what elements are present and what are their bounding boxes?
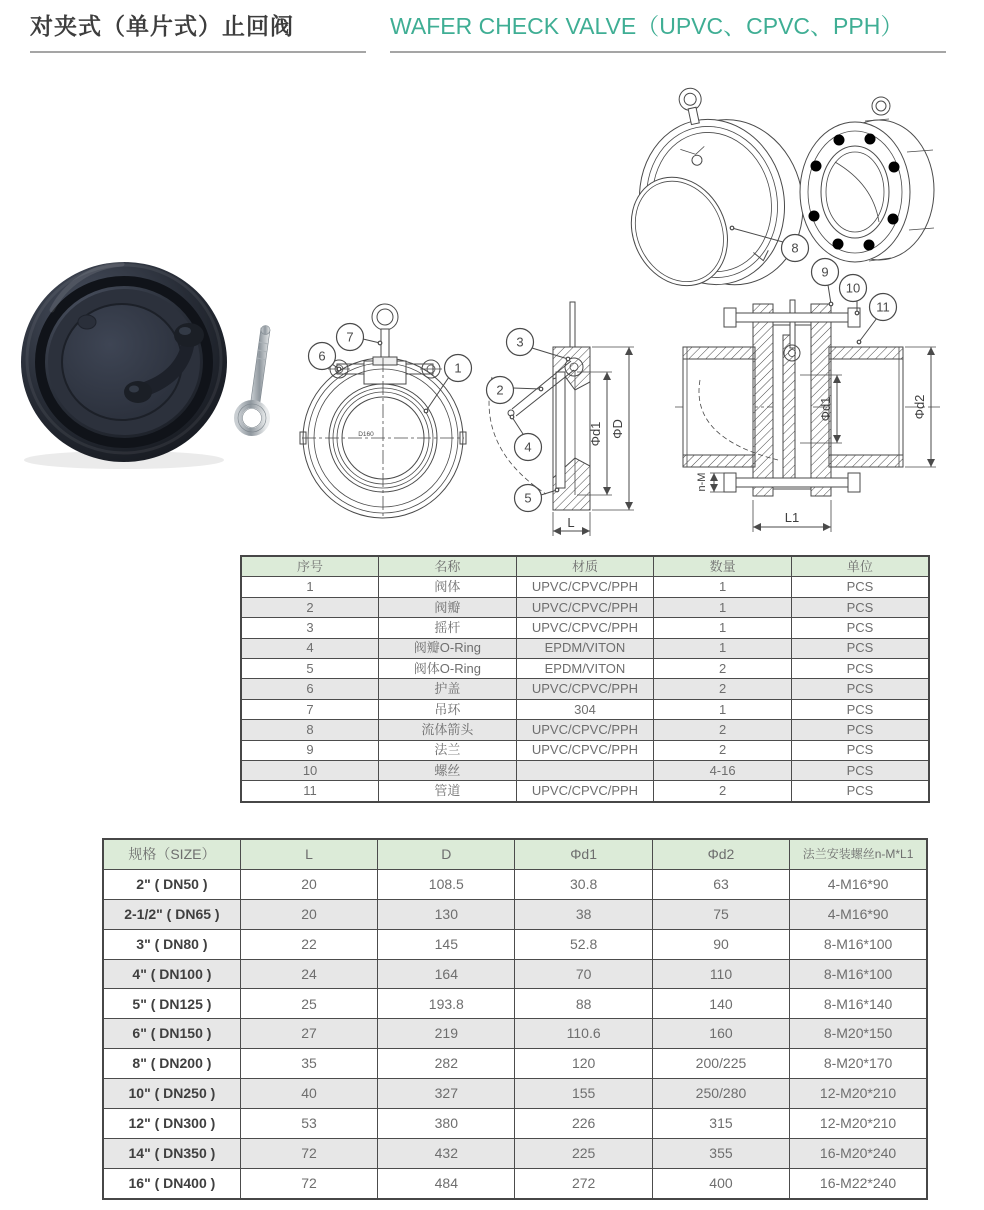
table-cell: 2 [654, 781, 792, 802]
callout-4 [510, 415, 541, 460]
table-cell: 12-M20*210 [790, 1109, 927, 1139]
table-cell: UPVC/CPVC/PPH [516, 597, 654, 617]
table-cell: 164 [378, 959, 515, 989]
column-header: Φd1 [515, 839, 652, 869]
svg-text:6: 6 [318, 348, 326, 364]
table-cell: 226 [515, 1109, 652, 1139]
perspective-open-valve-drawing [594, 80, 818, 308]
table-cell: 7 [241, 699, 379, 719]
table-row [241, 781, 929, 802]
table-cell: 30.8 [515, 869, 652, 899]
table-cell: 8-M16*100 [790, 959, 927, 989]
table-cell: 9 [241, 740, 379, 760]
table-row [241, 679, 929, 699]
table-cell: 400 [652, 1168, 789, 1198]
table-cell: 72 [240, 1168, 377, 1198]
table-cell: 流体箭头 [379, 720, 517, 740]
table-cell: 8 [241, 720, 379, 740]
table-cell: 110.6 [515, 1019, 652, 1049]
table-cell: 225 [515, 1138, 652, 1168]
table-cell: 16-M22*240 [790, 1168, 927, 1198]
callout-11 [857, 294, 896, 344]
table-cell: 53 [240, 1109, 377, 1139]
table-row [103, 929, 927, 959]
table-row [103, 989, 927, 1019]
dim-phid1-installed: Φd1 [818, 396, 833, 422]
table-row [241, 760, 929, 780]
table-cell: 阀体O-Ring [379, 658, 517, 678]
table-cell: 40 [240, 1079, 377, 1109]
table-cell: 螺丝 [379, 760, 517, 780]
table-cell: 摇杆 [379, 618, 517, 638]
table-cell: 327 [378, 1079, 515, 1109]
valve-photo-image [12, 250, 282, 478]
column-header: 法兰安装螺丝n-M*L1 [790, 839, 927, 869]
table-cell: 管道 [379, 781, 517, 802]
table-cell: 304 [516, 699, 654, 719]
table-cell: 20 [240, 899, 377, 929]
table-cell: 8-M20*150 [790, 1019, 927, 1049]
table-cell: 35 [240, 1049, 377, 1079]
table-cell: 2-1/2" ( DN65 ) [103, 899, 240, 929]
table-cell: 法兰 [379, 740, 517, 760]
svg-text:8: 8 [791, 240, 799, 256]
column-header: L [240, 839, 377, 869]
table-cell: 88 [515, 989, 652, 1019]
table-row [241, 638, 929, 658]
table-cell: PCS [791, 760, 929, 780]
size-table-body [103, 869, 927, 1198]
table-cell: 130 [378, 899, 515, 929]
dim-nM: n-M [696, 472, 708, 492]
table-cell: 4-M16*90 [790, 869, 927, 899]
table-cell: UPVC/CPVC/PPH [516, 577, 654, 597]
table-cell: 12-M20*210 [790, 1079, 927, 1109]
table-cell: PCS [791, 740, 929, 760]
table-cell: 3" ( DN80 ) [103, 929, 240, 959]
table-cell: UPVC/CPVC/PPH [516, 740, 654, 760]
table-cell: 38 [515, 899, 652, 929]
table-cell: 27 [240, 1019, 377, 1049]
table-row [103, 1138, 927, 1168]
callout-9 [812, 259, 839, 306]
table-cell: PCS [791, 699, 929, 719]
table-cell: 阀瓣O-Ring [379, 638, 517, 658]
table-cell: 63 [652, 869, 789, 899]
table-cell: 20 [240, 869, 377, 899]
table-cell: 315 [652, 1109, 789, 1139]
svg-text:11: 11 [876, 299, 890, 315]
table-row [103, 959, 927, 989]
table-cell: 2 [654, 658, 792, 678]
table-row [241, 618, 929, 638]
dim-phid2: Φd2 [912, 394, 927, 420]
svg-text:2: 2 [496, 382, 504, 398]
front-view-size-label: D160 [358, 431, 374, 438]
callout-7 [337, 324, 382, 351]
table-cell: 吊环 [379, 699, 517, 719]
svg-text:9: 9 [821, 264, 829, 280]
table-cell: 16" ( DN400 ) [103, 1168, 240, 1198]
table-cell: 110 [652, 959, 789, 989]
table-cell: PCS [791, 638, 929, 658]
table-cell: 阀瓣 [379, 597, 517, 617]
table-cell: 22 [240, 929, 377, 959]
svg-text:4: 4 [524, 439, 532, 455]
parts-table [240, 555, 930, 803]
table-cell: 5" ( DN125 ) [103, 989, 240, 1019]
column-header: 数量 [654, 556, 792, 577]
table-cell: 10" ( DN250 ) [103, 1079, 240, 1109]
table-cell: 4" ( DN100 ) [103, 959, 240, 989]
svg-text:5: 5 [524, 490, 532, 506]
table-cell: 8" ( DN200 ) [103, 1049, 240, 1079]
table-cell: 219 [378, 1019, 515, 1049]
table-cell: 24 [240, 959, 377, 989]
callout-1 [424, 355, 471, 413]
table-cell: 3 [241, 618, 379, 638]
table-cell: 1 [241, 577, 379, 597]
table-cell: 1 [654, 597, 792, 617]
table-cell: PCS [791, 597, 929, 617]
table-cell: EPDM/VITON [516, 658, 654, 678]
table-cell: 4-M16*90 [790, 899, 927, 929]
parts-table-body [241, 577, 929, 802]
table-cell: 484 [378, 1168, 515, 1198]
table-cell: 10 [241, 760, 379, 780]
table-cell: 272 [515, 1168, 652, 1198]
table-cell: 1 [654, 618, 792, 638]
table-cell: 108.5 [378, 869, 515, 899]
table-cell: 52.8 [515, 929, 652, 959]
table-cell: 1 [654, 577, 792, 597]
dim-L1: L1 [784, 510, 800, 525]
table-cell: 145 [378, 929, 515, 959]
table-cell: PCS [791, 658, 929, 678]
table-cell: UPVC/CPVC/PPH [516, 679, 654, 699]
size-table-header-row [103, 839, 927, 869]
table-cell: 6" ( DN150 ) [103, 1019, 240, 1049]
table-cell: PCS [791, 618, 929, 638]
column-header: 材质 [516, 556, 654, 577]
table-cell: UPVC/CPVC/PPH [516, 781, 654, 802]
table-cell: UPVC/CPVC/PPH [516, 720, 654, 740]
table-cell [516, 760, 654, 780]
callout-5 [515, 485, 559, 512]
table-cell: 200/225 [652, 1049, 789, 1079]
dim-phid1-side: Φd1 [588, 421, 603, 447]
table-cell: 14" ( DN350 ) [103, 1138, 240, 1168]
table-cell: 8-M20*170 [790, 1049, 927, 1079]
table-cell: 140 [652, 989, 789, 1019]
table-cell: 6 [241, 679, 379, 699]
table-cell: 1 [654, 638, 792, 658]
table-cell: 75 [652, 899, 789, 929]
table-cell: 2 [654, 740, 792, 760]
table-cell: 250/280 [652, 1079, 789, 1109]
table-cell: 355 [652, 1138, 789, 1168]
dim-phiD: ΦD [610, 419, 625, 439]
table-cell: 8-M16*100 [790, 929, 927, 959]
parts-table-header-row [241, 556, 929, 577]
table-cell: 2" ( DN50 ) [103, 869, 240, 899]
table-row [241, 577, 929, 597]
table-cell: 2 [654, 679, 792, 699]
column-header: 序号 [241, 556, 379, 577]
svg-text:10: 10 [845, 280, 861, 296]
side-section-drawing [487, 302, 635, 536]
column-header: 名称 [379, 556, 517, 577]
table-cell: PCS [791, 577, 929, 597]
table-row [241, 597, 929, 617]
parts-table-head [241, 556, 929, 577]
table-cell: 193.8 [378, 989, 515, 1019]
table-cell: 160 [652, 1019, 789, 1049]
svg-text:7: 7 [346, 329, 354, 345]
table-cell: EPDM/VITON [516, 638, 654, 658]
table-row [103, 1168, 927, 1198]
technical-drawings [280, 80, 980, 554]
table-cell: 4-16 [654, 760, 792, 780]
callout-6 [309, 343, 341, 371]
svg-text:3: 3 [516, 334, 524, 350]
table-row [241, 658, 929, 678]
table-cell: 2 [241, 597, 379, 617]
product-photo [12, 250, 282, 478]
installed-section-drawing [675, 259, 940, 533]
perspective-assembled-valve-drawing [800, 97, 934, 262]
table-cell: 90 [652, 929, 789, 959]
table-row [103, 1049, 927, 1079]
size-table [102, 838, 928, 1200]
column-header: Φd2 [652, 839, 789, 869]
page-title-en: WAFER CHECK VALVE（UPVC、CPVC、PPH） [390, 8, 946, 53]
table-cell: 120 [515, 1049, 652, 1079]
table-row [241, 720, 929, 740]
table-cell: 432 [378, 1138, 515, 1168]
table-cell: 阀体 [379, 577, 517, 597]
table-cell: 12" ( DN300 ) [103, 1109, 240, 1139]
table-cell: 5 [241, 658, 379, 678]
table-cell: 1 [654, 699, 792, 719]
table-row [103, 869, 927, 899]
table-row [103, 1019, 927, 1049]
callout-2 [487, 377, 543, 404]
table-row [103, 1079, 927, 1109]
table-cell: 8-M16*140 [790, 989, 927, 1019]
column-header: 单位 [791, 556, 929, 577]
table-cell: PCS [791, 679, 929, 699]
column-header: 规格（SIZE） [103, 839, 240, 869]
table-cell: 2 [654, 720, 792, 740]
table-cell: 护盖 [379, 679, 517, 699]
table-row [103, 1109, 927, 1139]
table-row [103, 899, 927, 929]
page-title-cn: 对夹式（单片式）止回阀 [30, 8, 366, 53]
table-cell: 25 [240, 989, 377, 1019]
table-cell: PCS [791, 720, 929, 740]
dim-L: L [567, 515, 575, 530]
column-header: D [378, 839, 515, 869]
table-cell: 72 [240, 1138, 377, 1168]
svg-text:1: 1 [454, 360, 462, 376]
table-cell: 155 [515, 1079, 652, 1109]
table-cell: UPVC/CPVC/PPH [516, 618, 654, 638]
table-row [241, 740, 929, 760]
table-cell: 16-M20*240 [790, 1138, 927, 1168]
table-row [241, 699, 929, 719]
front-view-drawing [300, 304, 472, 518]
eyebolt-photo [238, 326, 270, 433]
table-cell: PCS [791, 781, 929, 802]
table-cell: 11 [241, 781, 379, 802]
table-cell: 282 [378, 1049, 515, 1079]
table-cell: 70 [515, 959, 652, 989]
table-cell: 4 [241, 638, 379, 658]
size-table-head [103, 839, 927, 869]
table-cell: 380 [378, 1109, 515, 1139]
